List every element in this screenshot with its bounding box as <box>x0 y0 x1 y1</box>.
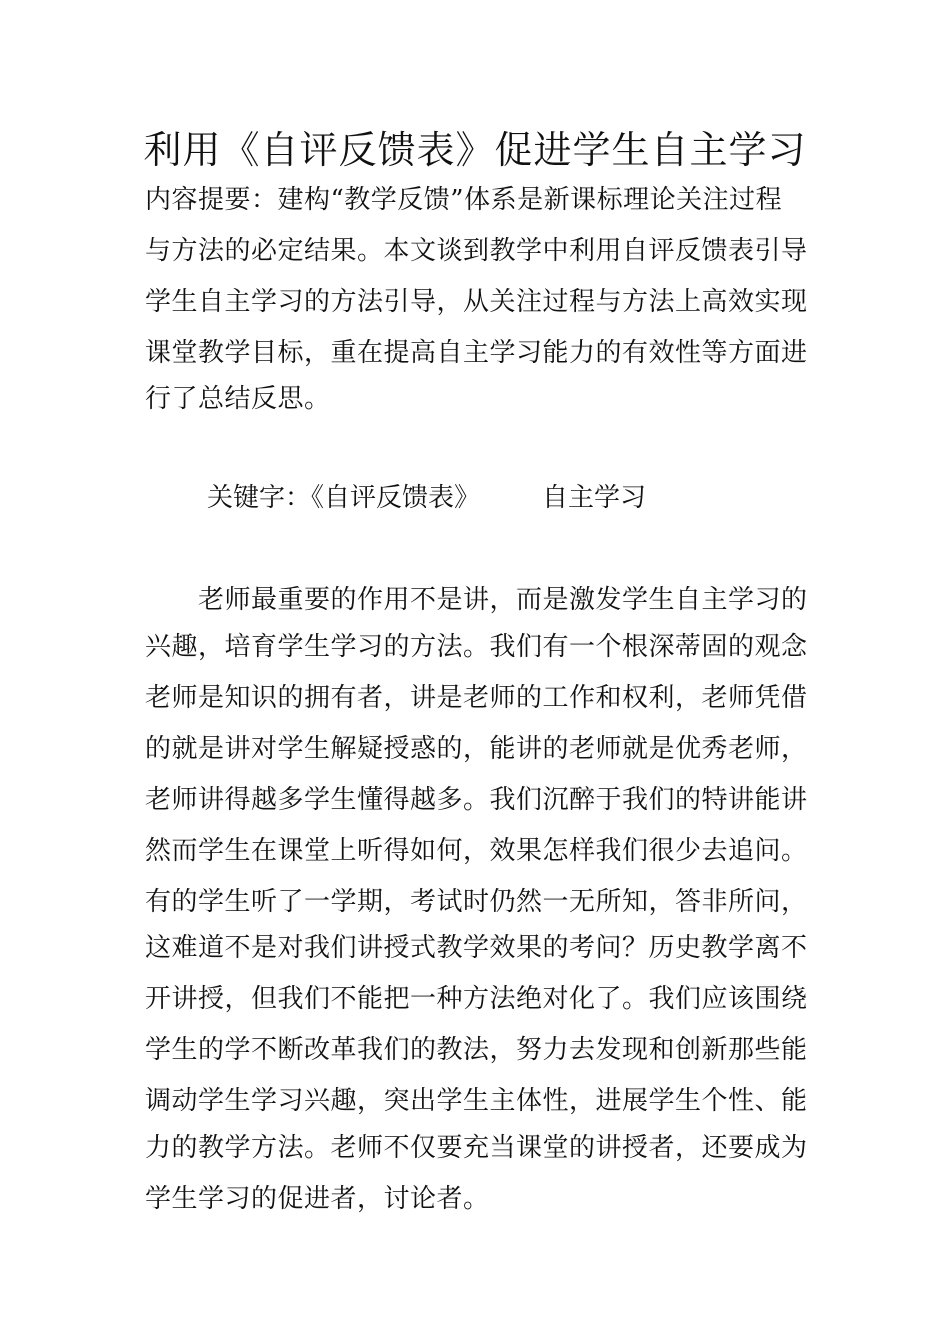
body-line: 学生学习的促进者，讨论者。 <box>145 1184 490 1214</box>
abstract-line: 与方法的必定结果。本文谈到教学中利用自评反馈表引导 <box>145 236 808 266</box>
keywords-line <box>207 480 646 516</box>
body-line: 有的学生听了一学期，考试时仍然一无所知，答非所问， <box>145 887 808 917</box>
body-line: 开讲授，但我们不能把一种方法绝对化了。我们应该围绕 <box>145 984 808 1014</box>
body-line: 力的教学方法。老师不仅要充当课堂的讲授者，还要成为 <box>145 1133 808 1163</box>
keyword-term: 自主学习 <box>542 483 647 513</box>
body-line: 然而学生在课堂上听得如何，效果怎样我们很少去追问。 <box>145 836 808 866</box>
body-line: 老师是知识的拥有者，讲是老师的工作和权利，老师凭借 <box>145 683 808 713</box>
body-line: 调动学生学习兴趣，突出学生主体性，进展学生个性、能 <box>145 1086 808 1116</box>
abstract-line: 学生自主学习的方法引导，从关注过程与方法上高效实现 <box>145 287 808 317</box>
keywords-label: 关键字： <box>207 483 312 513</box>
body-line: 这难道不是对我们讲授式教学效果的考问？历史教学离不 <box>145 933 808 963</box>
body-line: 的就是讲对学生解疑授惑的，能讲的老师就是优秀老师， <box>145 734 808 764</box>
keyword-term: 《自评反馈表》 <box>311 483 481 513</box>
abstract-line: 课堂教学目标，重在提高自主学习能力的有效性等方面进 <box>145 338 808 368</box>
body-line: 老师最重要的作用不是讲，而是激发学生自主学习的 <box>145 585 808 615</box>
body-line: 兴趣，培育学生学习的方法。我们有一个根深蒂固的观念 <box>145 632 808 662</box>
body-line: 老师讲得越多学生懂得越多。我们沉醉于我们的特讲能讲 <box>145 785 808 815</box>
document-title: 利用《自评反馈表》促进学生自主学习 <box>143 128 807 172</box>
body-line: 学生的学不断改革我们的教法，努力去发现和创新那些能 <box>145 1035 808 1065</box>
abstract-line: 内容提要：建构“教学反馈”体系是新课标理论关注过程 <box>145 185 783 215</box>
abstract-line: 行了总结反思。 <box>145 384 331 414</box>
